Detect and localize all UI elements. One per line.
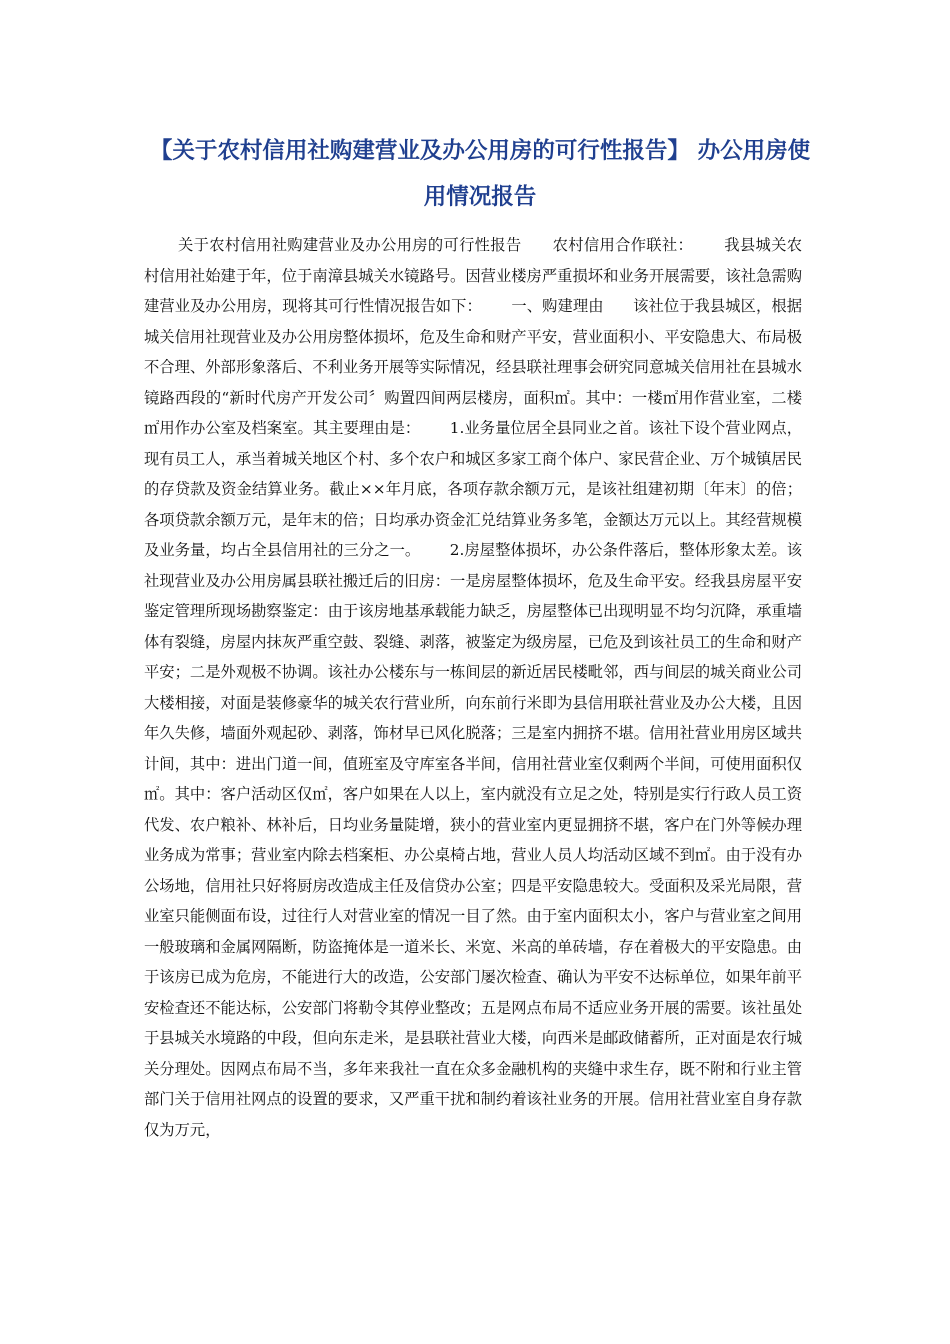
document-title: 【关于农村信用社购建营业及办公用房的可行性报告】 办公用房使用情况报告 [149, 138, 811, 210]
document-body: 关于农村信用社购建营业及办公用房的可行性报告 农村信用合作联社： 我县城关农村信用社始建于年，位于南漳县城关水镜路号。因营业楼房严重损坏和业务开展需要，该社急需购建营业及办公用房，现将其可行性情况报告如下： 一、购建理由 该社位于我县城区，根据城关信用社现营业及办公用房整体损坏，危及生命和财产平安，营业面积小、平安隐患大、布局极不合理、外部形象落后、不利业务开展等实际情况，经县联社理事会研究同意城关信用社在县城水镜路西段的“新时代房产开发公司〞购置四间两层楼房，面积㎡。其中：一楼㎡用作营业室，二楼㎡用作办公室及档案室。其主要理由是： 1.业务量位居全县同业之首。该社下设个营业网点，现有员工人，承当着城关地区个村、多个农户和城区多家工商个体户、家民营企业、万个城镇居民的存贷款及资金结算业务。截止××年月底，各项存款余额万元，是该社组建初期〔年末〕的倍；各项贷款余额万元，是年末的倍；日均承办资金汇兑结算业务多笔，金额达万元以上。其经营规模及业务量，均占全县信用社的三分之一。 2.房屋整体损坏，办公条件落后，整体形象太差。该社现营业及办公用房属县联社搬迁后的旧房：一是房屋整体损坏，危及生命平安。经我县房屋平安鉴定管理所现场勘察鉴定：由于该房地基承载能力缺乏，房屋整体已出现明显不均匀沉降，承重墙体有裂缝，房屋内抹灰严重空鼓、裂缝、剥落，被鉴定为级房屋，已危及到该社员工的生命和财产平安；二是外观极不协调。该社办公楼东与一栋间层的新近居民楼毗邻，西与间层的城关商业公司大楼相接，对面是装修豪华的城关农行营业所，向东前行米即为县信用联社营业及办公大楼，且因年久失修，墙面外观起砂、剥落，饰材早已风化脱落；三是室内拥挤不堪。信用社营业用房区域共计间，其中：进出门道一间，值班室及守库室各半间，信用社营业室仅剩两个半间，可使用面积仅㎡。其中：客户活动区仅㎡，客户如果在人以上，室内就没有立足之处，特别是实行行政人员工资代发、农户粮补、林补后，日均业务量陡增，狭小的营业室内更显拥挤不堪，客户在门外等候办理业务成为常事；营业室内除去档案柜、办公桌椅占地，营业人员人均活动区域不到㎡。由于没有办公场地，信用社只好将厨房改造成主任及信贷办公室；四是平安隐患较大。受面积及采光局限，营业室只能侧面布设，过往行人对营业室的情况一目了然。由于室内面积太小，客户与营业室之间用一般玻璃和金属网隔断，防盗掩体是一道米长、米宽、米高的单砖墙，存在着极大的平安隐患。由于该房已成为危房，不能进行大的改造，公安部门屡次检查、确认为平安不达标单位，如果年前平安检查还不能达标，公安部门将勒令其停业整改；五是网点布局不适应业务开展的需要。该社虽处于县城关水境路的中段，但向东走米，是县联社营业大楼，向西米是邮政储蓄所，正对面是农行城关分理处。因网点布局不当，多年来我社一直在众多金融机构的夹缝中求生存，既不附和行业主管部门关于信用社网点的设置的要求，又严重干扰和制约着该社业务的开展。信用社营业室自身存款仅为万元， [144, 236, 802, 1139]
